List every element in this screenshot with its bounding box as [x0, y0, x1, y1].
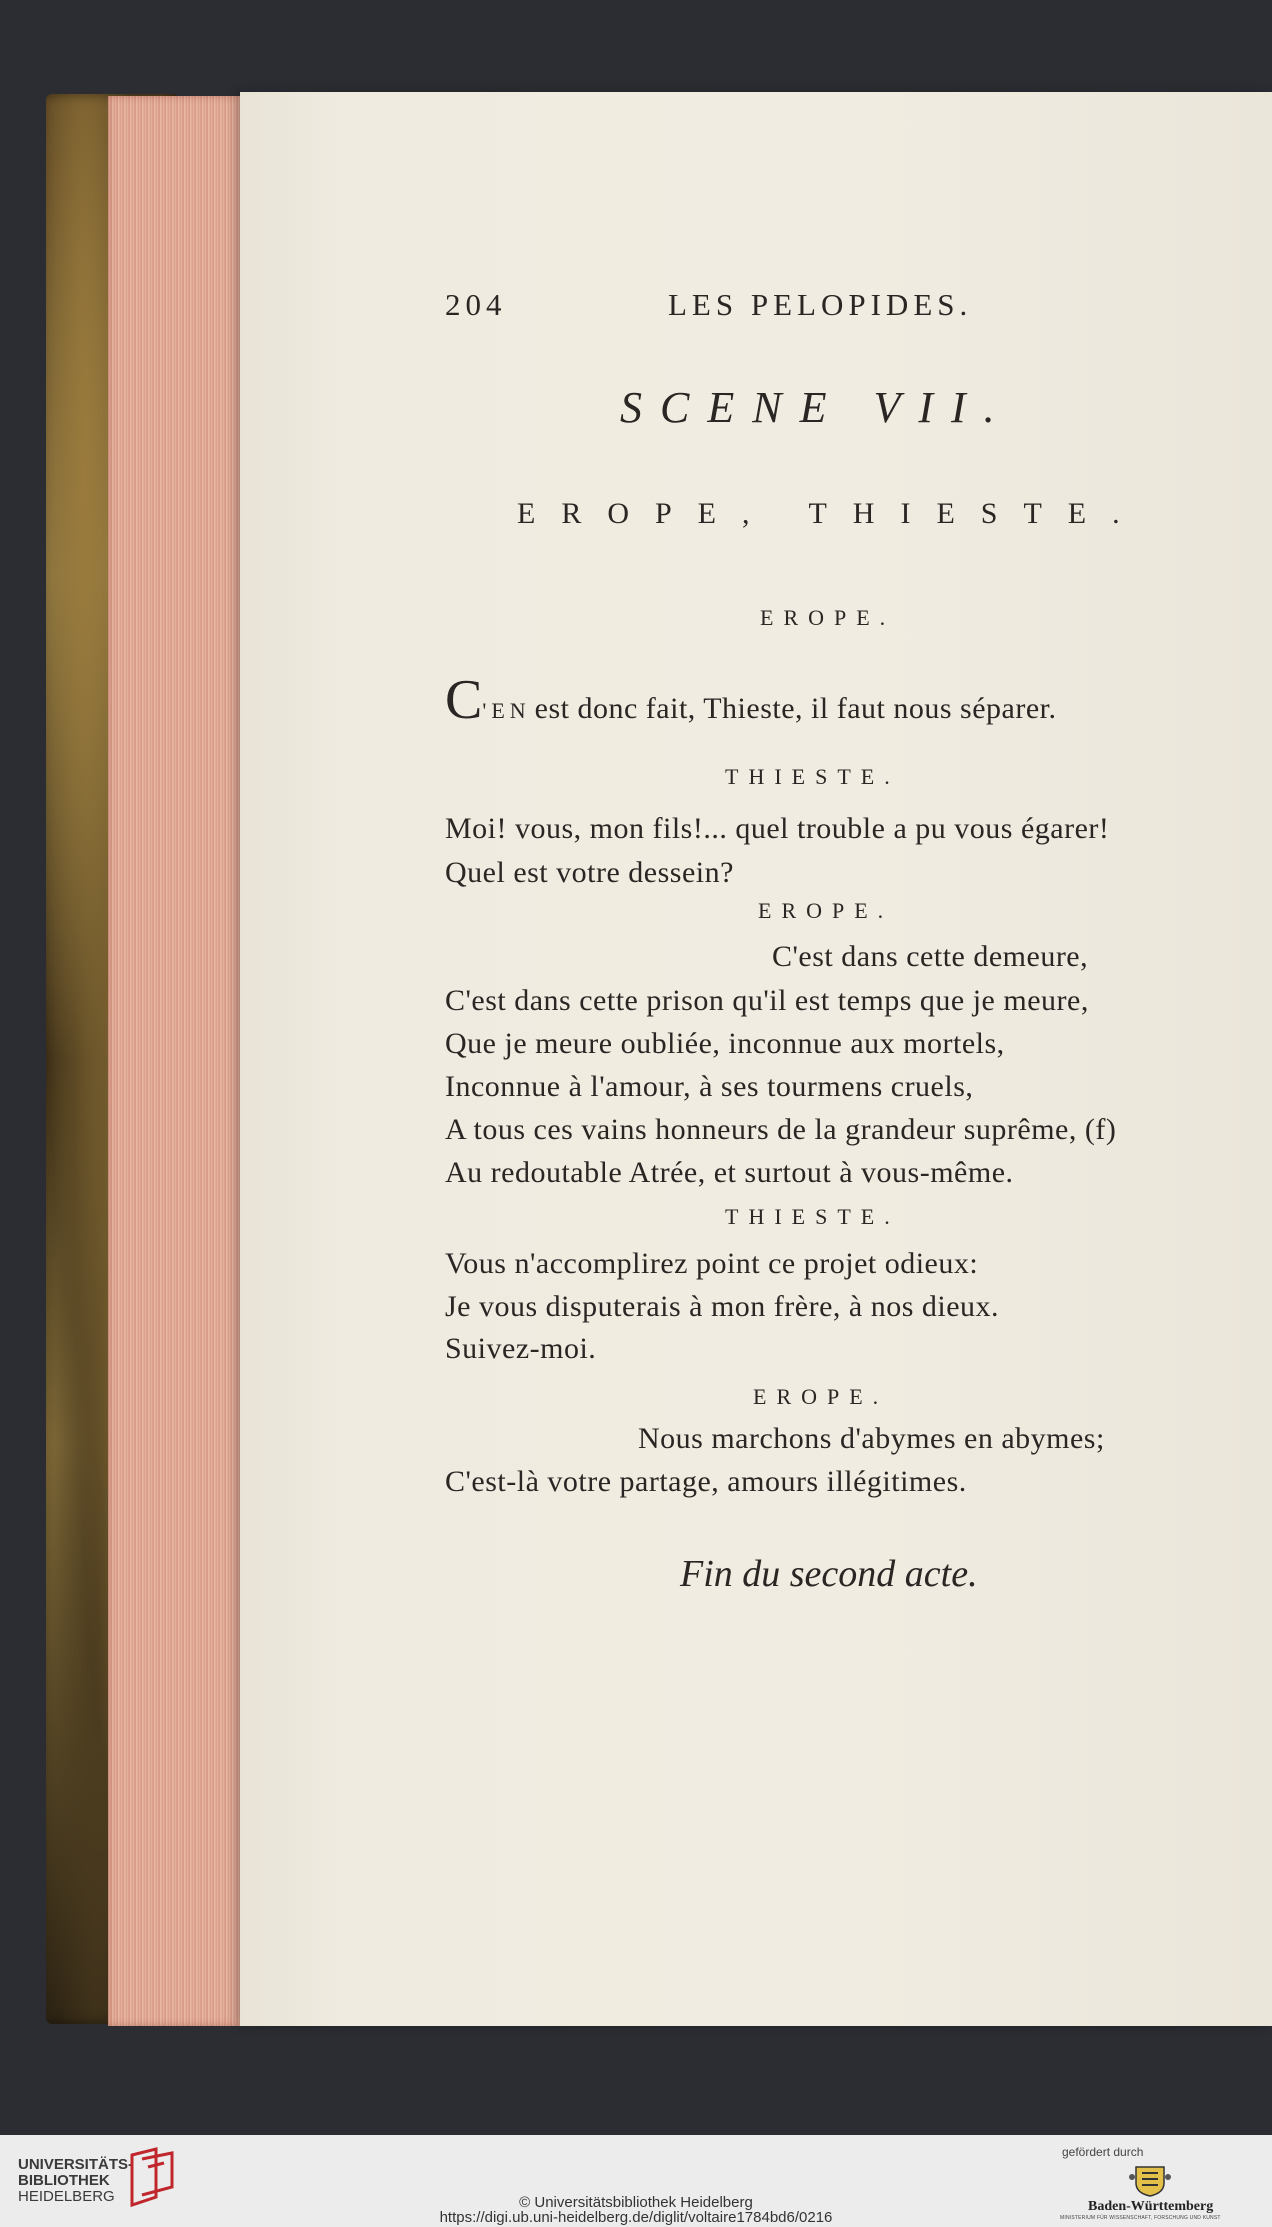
verse-text: est donc fait, Thieste, il faut nous séparer.	[534, 692, 1057, 725]
verse-line: C'est-là votre partage, amours illégitimes.	[445, 1465, 967, 1498]
cast-list: EROPE, THIESTE.	[517, 497, 1146, 530]
library-name-line: BIBLIOTHEK	[18, 2172, 110, 2189]
speaker-label: EROPE.	[753, 1384, 889, 1409]
page-number: 204	[445, 287, 507, 322]
verse-line: A tous ces vains honneurs de la grandeur suprême, (f)	[445, 1113, 1117, 1146]
verse-line: Au redoutable Atrée, et surtout à vous-même.	[445, 1156, 1014, 1189]
verse-line: C'est dans cette prison qu'il est temps que je meure,	[445, 984, 1089, 1017]
verse-line: Vous n'accomplirez point ce projet odieux:	[445, 1247, 979, 1280]
speaker-label: THIESTE.	[725, 764, 900, 789]
speaker-label: EROPE.	[758, 898, 894, 923]
verse-line: Je vous disputerais à mon frère, à nos dieux.	[445, 1290, 1000, 1323]
verse-line: Que je meure oubliée, inconnue aux mortels,	[445, 1027, 1005, 1060]
verse-line: Suivez-moi.	[445, 1332, 597, 1365]
library-name-line: HEIDELBERG	[18, 2188, 115, 2205]
verse-line: Moi! vous, mon fils!... quel trouble a pu vous égarer!	[445, 812, 1110, 845]
scene-title: SCENE VII.	[620, 383, 1013, 432]
funder-subtitle: MINISTERIUM FÜR WISSENSCHAFT, FORSCHUNG UND KUNST	[1060, 2215, 1221, 2221]
running-head: LES PELOPIDES.	[668, 287, 973, 322]
funder-name: Baden-Württemberg	[1088, 2199, 1214, 2214]
verse-line: Nous marchons d'abymes en abymes;	[638, 1422, 1105, 1455]
book-page	[240, 92, 1272, 2026]
act-end: Fin du second acte.	[680, 1553, 978, 1595]
coat-of-arms-icon	[1128, 2163, 1172, 2197]
verse-line: Quel est votre dessein?	[445, 856, 734, 889]
speaker-label: THIESTE.	[725, 1204, 900, 1229]
small-caps-text: 'EN	[482, 698, 531, 723]
verse-line: C'est dans cette demeure,	[772, 940, 1089, 973]
copyright-text: © Universitätsbibliothek Heidelberg	[519, 2194, 753, 2211]
footer-bar	[0, 2135, 1272, 2227]
library-name-line: UNIVERSITÄTS-	[18, 2156, 134, 2173]
speaker-label: EROPE.	[760, 605, 896, 630]
drop-cap: C	[445, 669, 483, 731]
verse-line-1	[445, 669, 1057, 731]
page-edges	[108, 96, 244, 2026]
funded-by-label: gefördert durch	[1062, 2145, 1144, 2159]
source-url[interactable]: https://digi.ub.uni-heidelberg.de/diglit/voltaire1784bd6/0216	[439, 2209, 833, 2226]
verse-line: Inconnue à l'amour, à ses tourmens cruels,	[445, 1070, 974, 1103]
